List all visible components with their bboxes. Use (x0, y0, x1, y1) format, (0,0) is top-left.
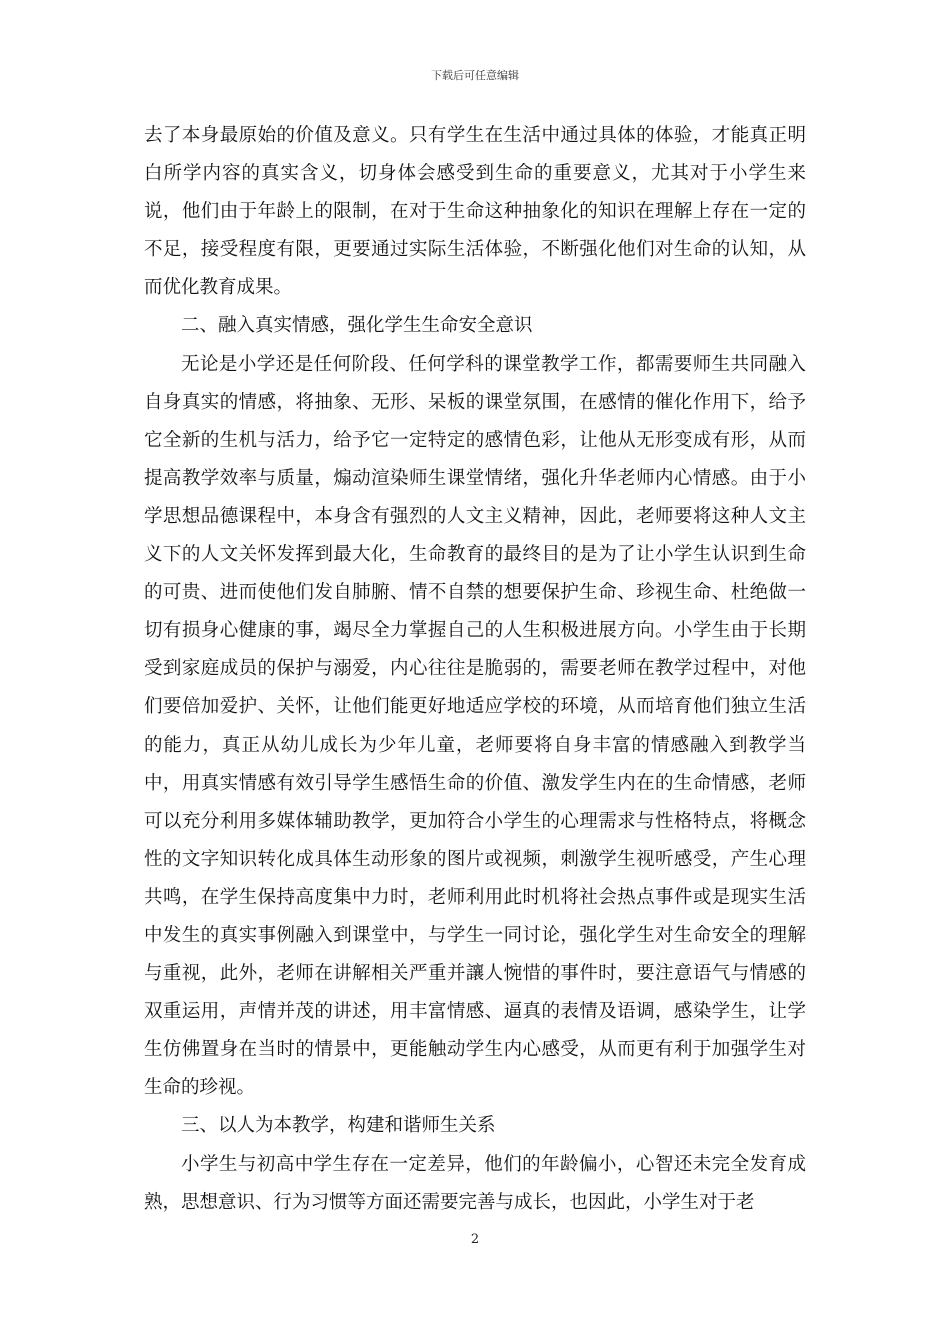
paragraph-section-3-body: 小学生与初高中学生存在一定差异，他们的年龄偏小，心智还未完全发育成熟，思想意识、行为习惯等方面还需要完善与成长，也因此，小学生对于老 (144, 1153, 806, 1213)
paragraph-continuation: 去了本身最原始的价值及意义。只有学生在生活中通过具体的体验，才能真正明白所学内容的真实含义，切身体会感受到生命的重要意义，尤其对于小学生来说，他们由于年龄上的限制，在对于生命这种抽象化的知识在理解上存在一定的不足，接受程度有限，更要通过实际生活体验，不断强化他们对生命的认知，从而优化教育成果。 (144, 125, 806, 299)
document-body (144, 117, 806, 1222)
section-heading-2: 二、融入真实情感，强化学生生命安全意识 (181, 315, 533, 337)
page-number: 2 (470, 1232, 480, 1247)
section-heading-3: 三、以人为本教学，构建和谐师生关系 (181, 1115, 496, 1137)
paragraph-section-2-body: 无论是小学还是任何阶段、任何学科的课堂教学工作，都需要师生共同融入自身真实的情感，将抽象、无形、呆板的课堂氛围，在感情的催化作用下，给予它全新的生机与活力，给予它一定特定的感情色彩，让他从无形变成有形，从而提高教学效率与质量，煽动渲染师生课堂情绪，强化升华老师内心情感。由于小学思想品德课程中，本身含有强烈的人文主义精神，因此，老师要将这种人文主义下的人文关怀发挥到最大化，生命教育的最终目的是为了让小学生认识到生命的可贵、进而使他们发自肺腑、情不自禁的想要保护生命、珍视生命、杜绝做一切有损身心健康的事，竭尽全力掌握自己的人生积极进展方向。小学生由于长期受到家庭成员的保护与溺爱，内心往往是脆弱的，需要老师在教学过程中，对他们要倍加爱护、关怀，让他们能更好地适应学校的环境，从而培育他们独立生活的能力，真正从幼儿成长为少年儿童，老师要将自身丰富的情感融入到教学当中，用真实情感有效引导学生感悟生命的价值、激发学生内在的生命情感，老师可以充分利用多媒体辅助教学，更加符合小学生的心理需求与性格特点，将概念性的文字知识转化成具体生动形象的图片或视频，刺激学生视听感受，产生心理共鸣，在学生保持高度集中力时，老师利用此时机将社会热点事件或是现实生活中发生的真实事例融入到课堂中，与学生一同讨论，强化学生对生命安全的理解与重视，此外，老师在讲解相关严重并讓人惋惜的事件时，要注意语气与情感的双重运用，声情并茂的讲述，用丰富情感、逼真的表情及语调，感染学生，让学生仿佛置身在当时的情景中，更能触动学生内心感受，从而更有利于加强学生对生命的珍视。 (144, 353, 806, 1099)
page-header: 下载后可任意编辑 (431, 69, 519, 82)
